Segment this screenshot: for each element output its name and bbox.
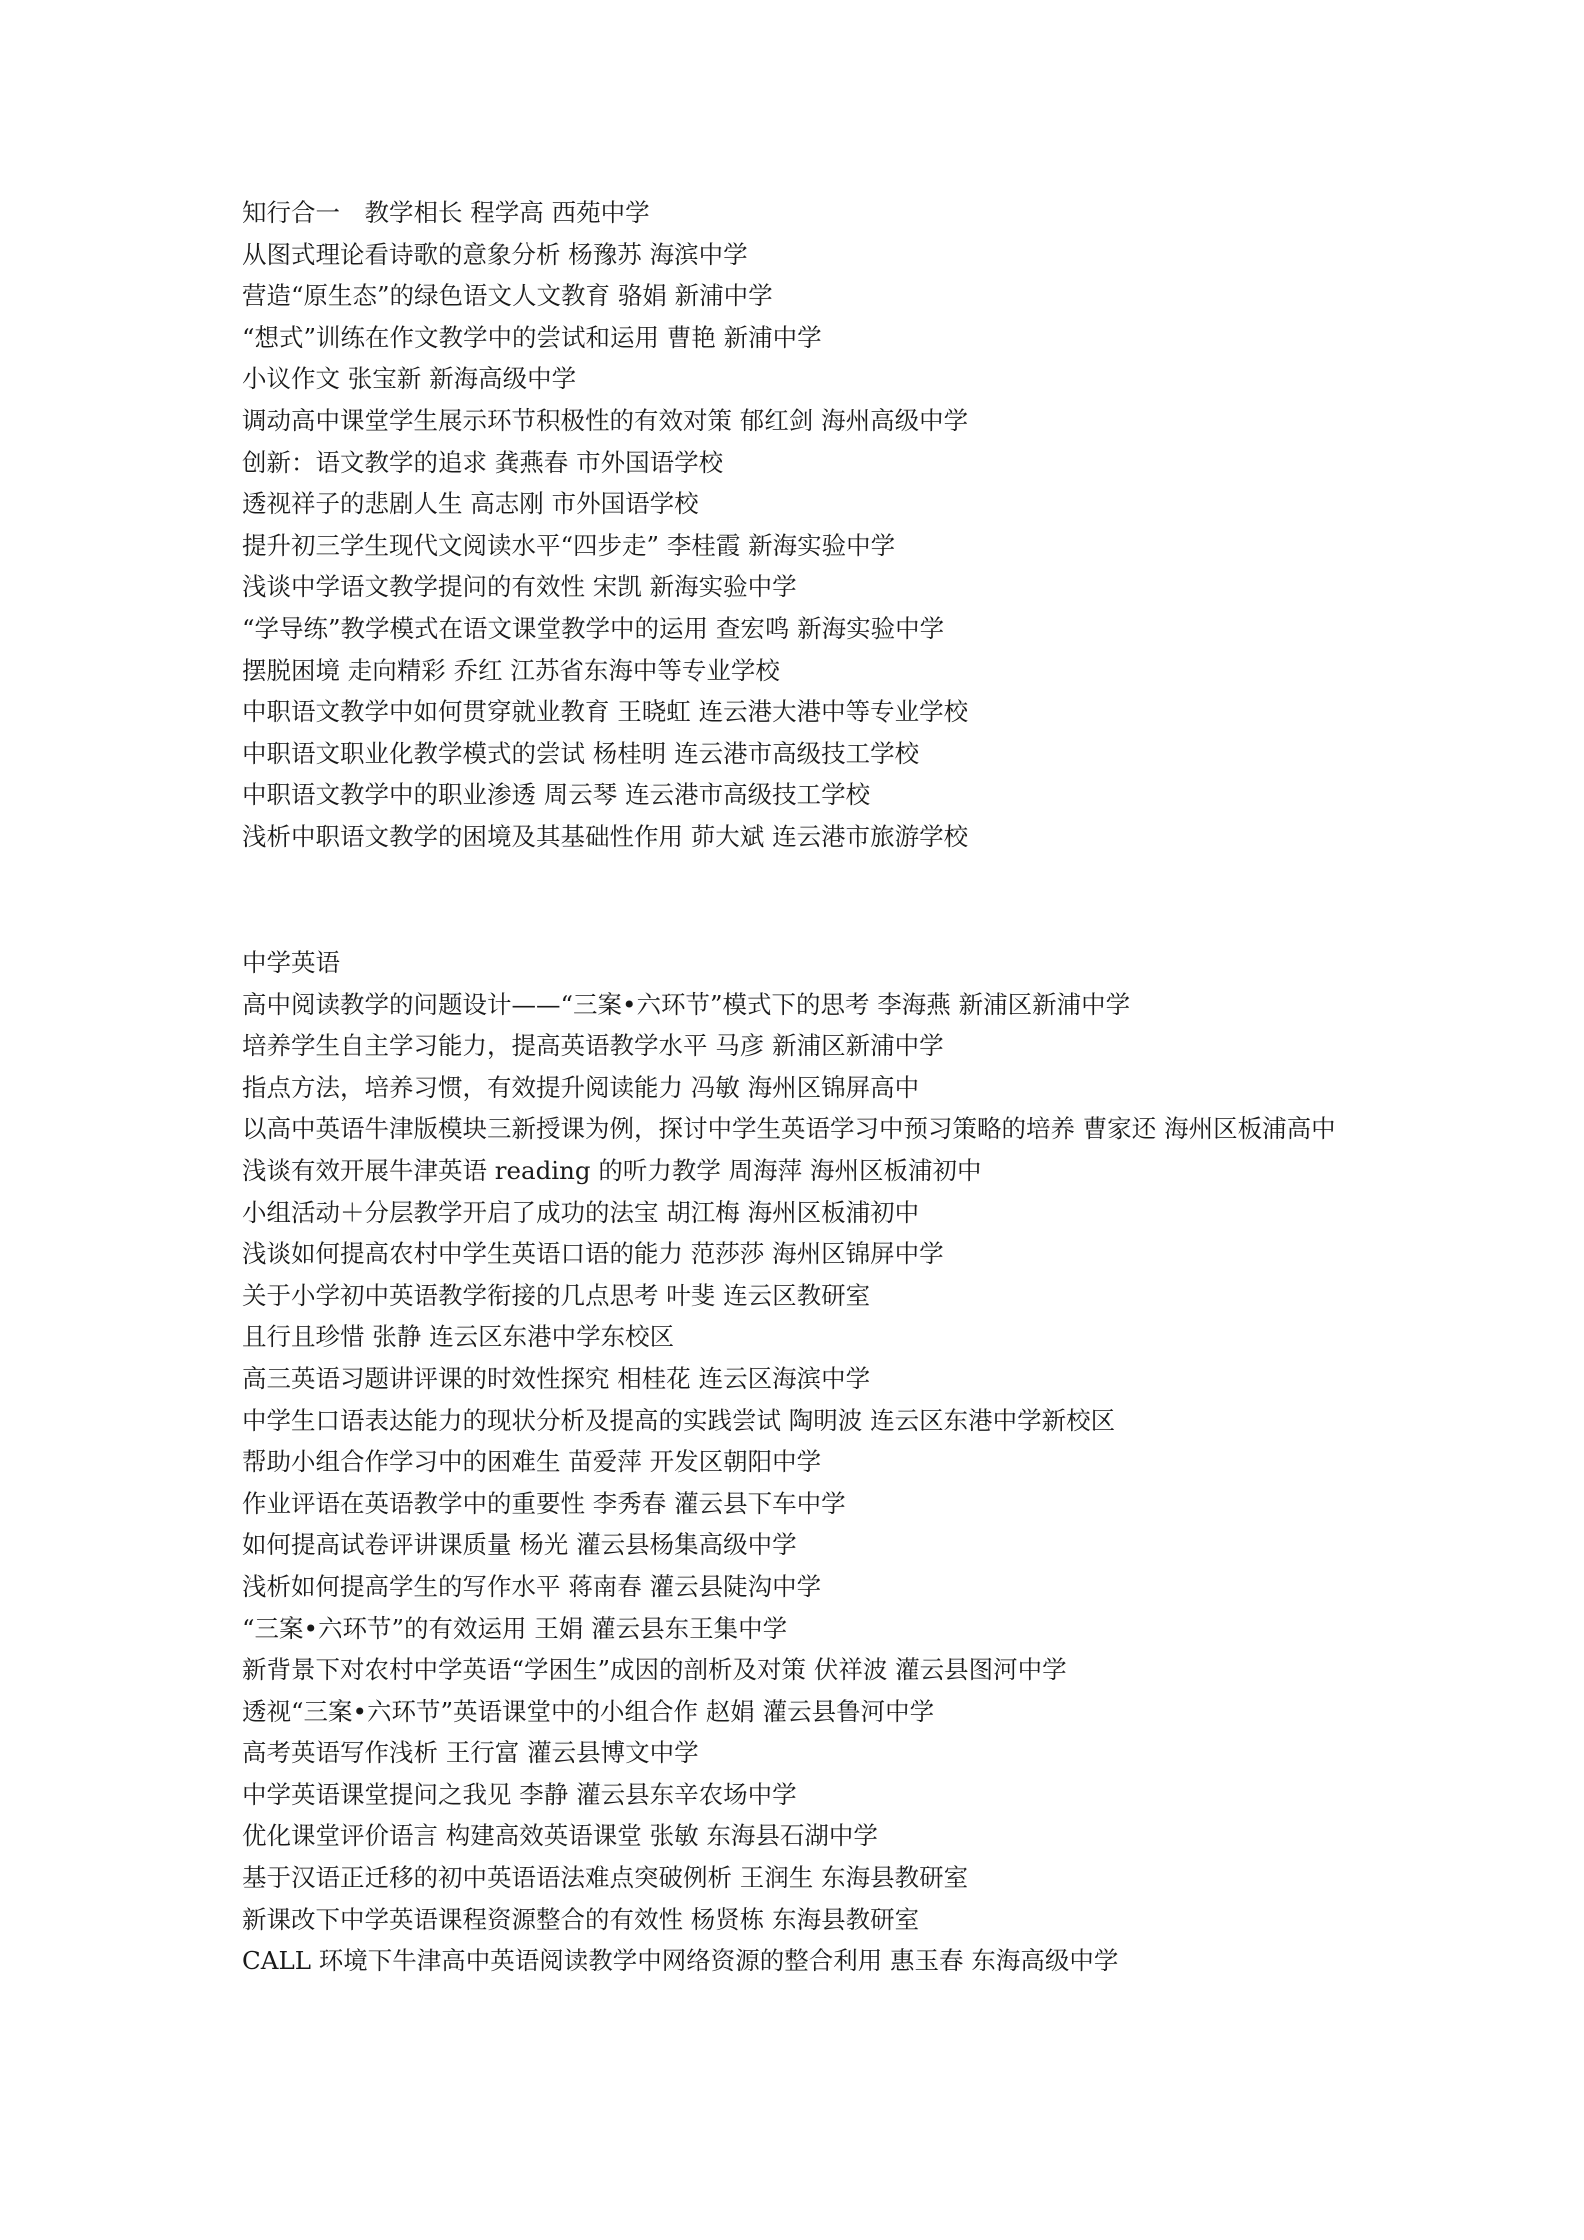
list-item: 浅析中职语文教学的困境及其基础性作用 茆大斌 连云港市旅游学校 <box>242 821 969 851</box>
list-item: 中职语文教学中如何贯穿就业教育 王晓虹 连云港大港中等专业学校 <box>242 697 969 727</box>
list-item: CALL 环境下牛津高中英语阅读教学中网络资源的整合利用 惠玉春 东海高级中学 <box>242 1946 1119 1976</box>
list-item: 小组活动＋分层教学开启了成功的法宝 胡江梅 海州区板浦初中 <box>242 1197 920 1227</box>
list-item: 高考英语写作浅析 王行富 灌云县博文中学 <box>242 1738 699 1768</box>
list-item: 营造“原生态”的绿色语文人文教育 骆娟 新浦中学 <box>242 281 773 311</box>
list-item: “学导练”教学模式在语文课堂教学中的运用 查宏鸣 新海实验中学 <box>242 613 945 643</box>
list-item: 培养学生自主学习能力，提高英语教学水平 马彦 新浦区新浦中学 <box>242 1031 944 1061</box>
list-item: 中职语文教学中的职业渗透 周云琴 连云港市高级技工学校 <box>242 780 871 810</box>
list-item: 小议作文 张宝新 新海高级中学 <box>242 364 577 394</box>
list-item: 浅谈中学语文教学提问的有效性 宋凯 新海实验中学 <box>242 572 797 602</box>
list-item: 以高中英语牛津版模块三新授课为例，探讨中学生英语学习中预习策略的培养 曹家还 海州区板浦高中 <box>242 1114 1336 1144</box>
section-heading: 中学英语 <box>242 948 340 977</box>
list-item: “想式”训练在作文教学中的尝试和运用 曹艳 新浦中学 <box>242 322 822 352</box>
list-item: 浅谈有效开展牛津英语 reading 的听力教学 周海萍 海州区板浦初中 <box>242 1155 982 1185</box>
english-papers-list <box>242 942 1352 1982</box>
list-item: 高三英语习题讲评课的时效性探究 相桂花 连云区海滨中学 <box>242 1363 871 1393</box>
list-item: 新背景下对农村中学英语“学困生”成因的剖析及对策 伏祥波 灌云县图河中学 <box>242 1655 1067 1685</box>
list-item: 创新：语文教学的追求 龚燕春 市外国语学校 <box>242 447 724 477</box>
list-item: 浅析如何提高学生的写作水平 蒋南春 灌云县陡沟中学 <box>242 1571 822 1601</box>
list-item: 从图式理论看诗歌的意象分析 杨豫苏 海滨中学 <box>242 239 748 269</box>
list-item: 高中阅读教学的问题设计——“三案•六环节”模式下的思考 李海燕 新浦区新浦中学 <box>242 989 1131 1019</box>
list-item: “三案•六环节”的有效运用 王娟 灌云县东王集中学 <box>242 1613 788 1643</box>
list-item: 中学英语课堂提问之我见 李静 灌云县东辛农场中学 <box>242 1779 797 1809</box>
list-item: 优化课堂评价语言 构建高效英语课堂 张敏 东海县石湖中学 <box>242 1821 878 1851</box>
list-item: 浅谈如何提高农村中学生英语口语的能力 范莎莎 海州区锦屏中学 <box>242 1239 944 1269</box>
list-item: 提升初三学生现代文阅读水平“四步走” 李桂霞 新海实验中学 <box>242 530 896 560</box>
list-item: 基于汉语正迁移的初中英语语法难点突破例析 王润生 东海县教研室 <box>242 1863 969 1893</box>
list-item: 关于小学初中英语教学衔接的几点思考 叶斐 连云区教研室 <box>242 1280 871 1310</box>
list-item: 帮助小组合作学习中的困难生 苗爱萍 开发区朝阳中学 <box>242 1447 822 1477</box>
list-item: 调动高中课堂学生展示环节积极性的有效对策 郁红剑 海州高级中学 <box>242 405 969 435</box>
list-item: 摆脱困境 走向精彩 乔红 江苏省东海中等专业学校 <box>242 655 780 685</box>
list-item: 指点方法，培养习惯，有效提升阅读能力 冯敏 海州区锦屏高中 <box>242 1072 920 1102</box>
list-item: 透视“三案•六环节”英语课堂中的小组合作 赵娟 灌云县鲁河中学 <box>242 1696 935 1726</box>
list-item: 中学生口语表达能力的现状分析及提高的实践尝试 陶明波 连云区东港中学新校区 <box>242 1405 1116 1435</box>
list-item: 中职语文职业化教学模式的尝试 杨桂明 连云港市高级技工学校 <box>242 738 920 768</box>
list-item: 透视祥子的悲剧人生 高志刚 市外国语学校 <box>242 489 699 519</box>
list-item: 知行合一 教学相长 程学高 西苑中学 <box>242 198 650 227</box>
list-item: 作业评语在英语教学中的重要性 李秀春 灌云县下车中学 <box>242 1488 846 1518</box>
list-item: 且行且珍惜 张静 连云区东港中学东校区 <box>242 1322 675 1352</box>
chinese-papers-list <box>242 192 1352 858</box>
list-item: 新课改下中学英语课程资源整合的有效性 杨贤栋 东海县教研室 <box>242 1904 920 1934</box>
list-item: 如何提高试卷评讲课质量 杨光 灌云县杨集高级中学 <box>242 1530 797 1560</box>
